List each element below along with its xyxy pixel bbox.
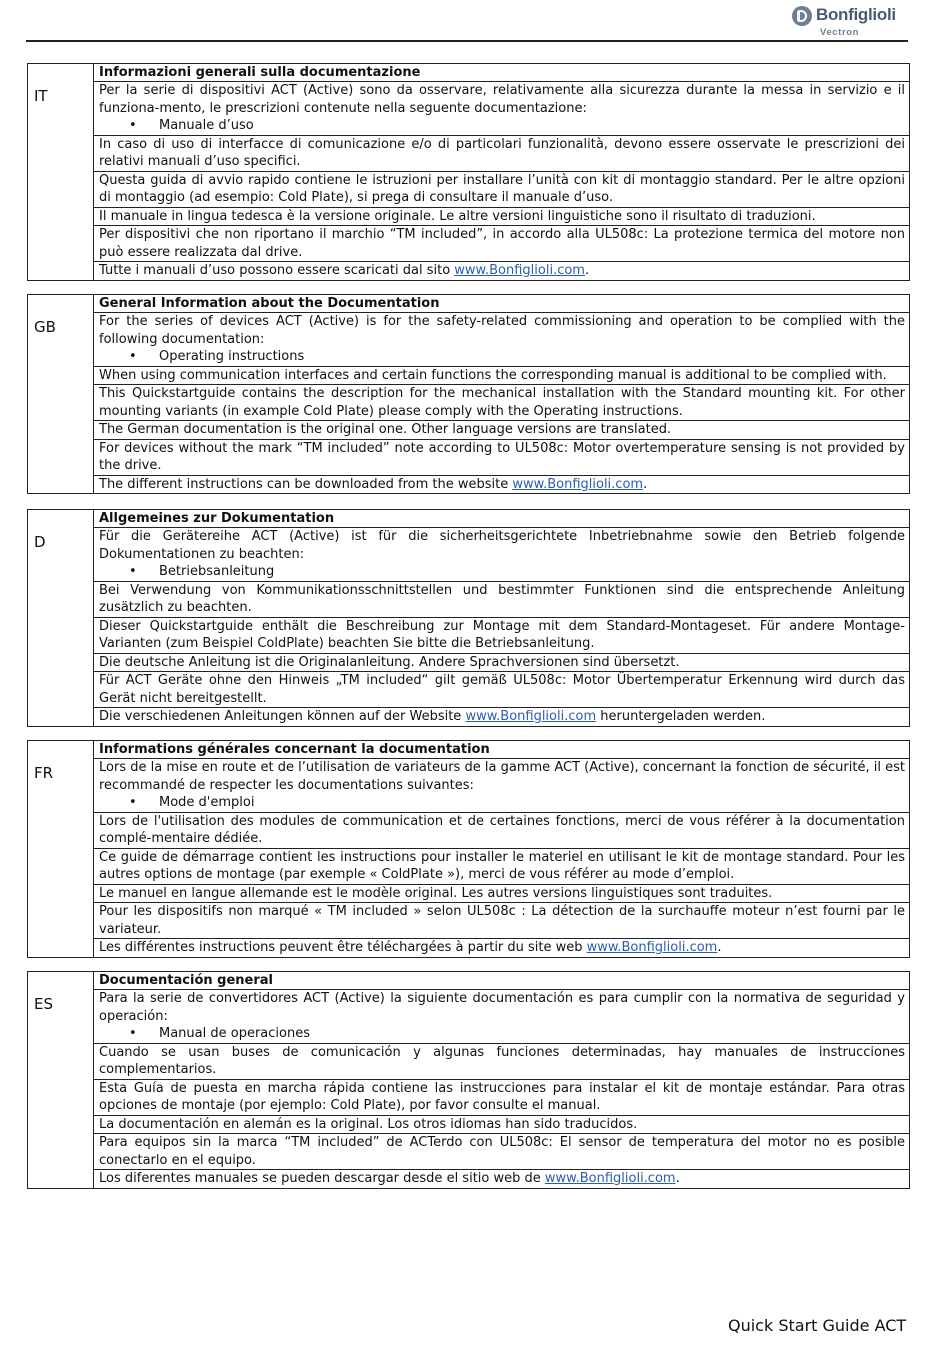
website-link[interactable]: www.Bonfiglioli.com	[454, 263, 585, 278]
tm-included-note: Pour les dispositifs non marqué « TM included » selon UL508c : La détection de la surchauffe moteur n’est fourni par le variateur.	[94, 903, 909, 939]
bullet-text: Manuale d’uso	[159, 118, 254, 133]
section-title: Allgemeines zur Dokumentation	[94, 510, 909, 528]
section-title: Informazioni generali sulla documentazione	[94, 64, 909, 82]
bullet-dot-icon: •	[129, 564, 137, 579]
language-note: Le manuel en langue allemande est le modèle original. Les autres versions linguistiques sont traduites.	[94, 885, 909, 904]
bullet-item	[99, 1025, 905, 1043]
download-text: Los diferentes manuales se pueden descargar desde el sitio web de	[99, 1171, 545, 1186]
section-d	[27, 509, 910, 727]
communication-note: Bei Verwendung von Kommunikationsschnittstellen und bestimmter Funktionen sind die entsprechende Anleitung zusätzlich zu beachten.	[94, 582, 909, 618]
intro-text: For the series of devices ACT (Active) is for the safety-related commissioning and operation to be complied with the following documentation:	[99, 314, 905, 347]
intro-text: Per la serie di dispositivi ACT (Active) sono da osservare, relativamente alla sicurezza durante la messa in servizio e il funziona-mento, le prescrizioni contenute nella seguente documentazione:	[99, 83, 905, 116]
bullet-item	[99, 563, 905, 581]
language-note: The German documentation is the original one. Other language versions are translated.	[94, 421, 909, 440]
logo-subtitle: Vectron	[820, 27, 860, 38]
download-text: The different instructions can be downloaded from the website	[99, 476, 513, 492]
website-link[interactable]: www.Bonfiglioli.com	[544, 1171, 676, 1186]
bullet-dot-icon: •	[129, 118, 137, 133]
bullet-text: Betriebsanleitung	[159, 564, 275, 579]
language-note: La documentación en alemán es la original. Los otros idiomas han sido traducidos.	[94, 1116, 909, 1135]
language-code-cell	[28, 741, 94, 957]
communication-note: When using communication interfaces and certain functions the corresponding manual is additional to be complied with.	[94, 367, 909, 386]
section-it	[27, 63, 910, 281]
download-note	[94, 476, 909, 494]
bullet-text: Manual de operaciones	[159, 1026, 310, 1041]
language-code: FR	[34, 764, 54, 782]
communication-note: Cuando se usan buses de comunicación y algunas funciones determinadas, hay manuales de instrucciones complementarios.	[94, 1044, 909, 1080]
download-note	[94, 708, 909, 726]
intro-text: Lors de la mise en route et de l’utilisation de variateurs de la gamme ACT (Active), concernant la fonction de sécurité, il est recommandé de respecter les documentations suivantes:	[99, 760, 905, 793]
language-note: Il manuale in lingua tedesca è la versione originale. Le altre versioni linguistiche sono il risultato di traduzioni.	[94, 208, 909, 227]
intro-cell	[94, 313, 909, 367]
language-code-cell	[28, 64, 94, 280]
website-link[interactable]: www.Bonfiglioli.com	[512, 476, 644, 492]
website-link[interactable]: www.Bonfiglioli.com	[465, 709, 597, 724]
language-note: Die deutsche Anleitung ist die Originalanleitung. Andere Sprachversionen sind übersetzt.	[94, 654, 909, 673]
website-link[interactable]: www.Bonfiglioli.com	[586, 940, 718, 955]
section-es	[27, 971, 910, 1189]
section-title: Documentación general	[94, 972, 909, 990]
quickstart-note: Ce guide de démarrage contient les instructions pour installer le materiel en utilisant le kit de montage standard. Pour les autres options de montage (par exemple « ColdPlate »), merci de vous référer au mode d’emploi.	[94, 849, 909, 885]
download-text-end: .	[717, 940, 722, 955]
bullet-dot-icon: •	[129, 1026, 137, 1041]
footer-title: Quick Start Guide ACT	[728, 1316, 907, 1335]
section-title: Informations générales concernant la documentation	[94, 741, 909, 759]
bullet-item	[99, 348, 905, 366]
header-rule	[26, 40, 908, 42]
bullet-dot-icon: •	[129, 795, 137, 810]
language-code-cell	[28, 972, 94, 1188]
language-code: IT	[34, 87, 48, 105]
intro-text: Für die Gerätereihe ACT (Active) ist für die sicherheitsgerichtete Inbetriebnahme sowie den Betrieb folgende Dokumentationen zu beachten:	[99, 529, 905, 562]
bonfiglioli-logo	[792, 4, 912, 40]
download-note	[94, 1170, 909, 1188]
logo-name: Bonfiglioli	[816, 5, 896, 24]
section-title: General Information about the Documentation	[94, 295, 909, 313]
intro-cell	[94, 528, 909, 582]
language-code-cell	[28, 295, 94, 493]
download-text-end: .	[675, 1171, 680, 1186]
tm-included-note: Per dispositivi che non riportano il marchio “TM included”, in accordo alla UL508c: La protezione termica del motore non può essere realizzata dal drive.	[94, 226, 909, 262]
quickstart-note: Dieser Quickstartguide enthält die Beschreibung zur Montage mit dem Standard-Montageset. Für andere Montage-Varianten (zum Beispiel ColdPlate) beachten Sie bitte die Betriebsanleitung.	[94, 618, 909, 654]
bullet-item	[99, 794, 905, 812]
download-text: Les différentes instructions peuvent être téléchargées à partir du site web	[99, 940, 587, 955]
language-code: D	[34, 533, 46, 551]
download-text: Die verschiedenen Anleitungen können auf der Website	[99, 709, 466, 724]
section-gb	[27, 294, 910, 494]
intro-cell	[94, 82, 909, 136]
download-text-end: heruntergeladen werden.	[596, 709, 766, 724]
quickstart-note: This Quickstartguide contains the description for the mechanical installation with the Standard mounting kit. For other mounting variants (in example Cold Plate) please comply with the Operating instructions.	[94, 385, 909, 421]
section-fr	[27, 740, 910, 958]
download-text: Tutte i manuali d’uso possono essere scaricati dal sito	[99, 263, 455, 278]
language-code: GB	[34, 318, 56, 336]
intro-text: Para la serie de convertidores ACT (Active) la siguiente documentación es para cumplir con la normativa de seguridad y operación:	[99, 991, 905, 1024]
tm-included-note: Para equipos sin la marca “TM included” de ACTerdo con UL508c: El sensor de temperatura del motor no es posible conectarlo en el equipo.	[94, 1134, 909, 1170]
download-note	[94, 262, 909, 280]
download-note	[94, 939, 909, 957]
quickstart-note: Esta Guía de puesta en marcha rápida contiene las instrucciones para instalar el kit de montaje estándar. Para otras opciones de montaje (por ejemplo: Cold Plate), por favor consulte el manual.	[94, 1080, 909, 1116]
intro-cell	[94, 990, 909, 1044]
bonfiglioli-logo-icon	[792, 6, 812, 26]
bullet-text: Mode d'emploi	[159, 795, 255, 810]
tm-included-note: Für ACT Geräte ohne den Hinweis „TM included“ gilt gemäß UL508c: Motor Übertemperatur Erkennung wird durch das Gerät nicht bereitgestellt.	[94, 672, 909, 708]
language-code: ES	[34, 995, 53, 1013]
bullet-dot-icon: •	[129, 349, 137, 364]
download-text-end: .	[584, 263, 590, 278]
language-code-cell	[28, 510, 94, 726]
bullet-item	[99, 117, 905, 135]
bullet-text: Operating instructions	[159, 349, 305, 364]
communication-note: Lors de l'utilisation des modules de communication et de certaines fonctions, merci de vous référer à la documentation complé-mentaire dédiée.	[94, 813, 909, 849]
download-text-end: .	[643, 476, 648, 492]
tm-included-note: For devices without the mark “TM included” note according to UL508c: Motor overtemperature sensing is not provided by the drive.	[94, 440, 909, 476]
quickstart-note: Questa guida di avvio rapido contiene le istruzioni per installare l’unità con kit di montaggio standard. Per le altre opzioni di montaggio (ad esempio: Cold Plate), si prega di consultare il manuale d’uso.	[94, 172, 909, 208]
communication-note: In caso di uso di interfacce di comunicazione e/o di particolari funzionalità, devono essere osservate le prescrizioni dei relativi manuali d’uso specifici.	[94, 136, 909, 172]
intro-cell	[94, 759, 909, 813]
